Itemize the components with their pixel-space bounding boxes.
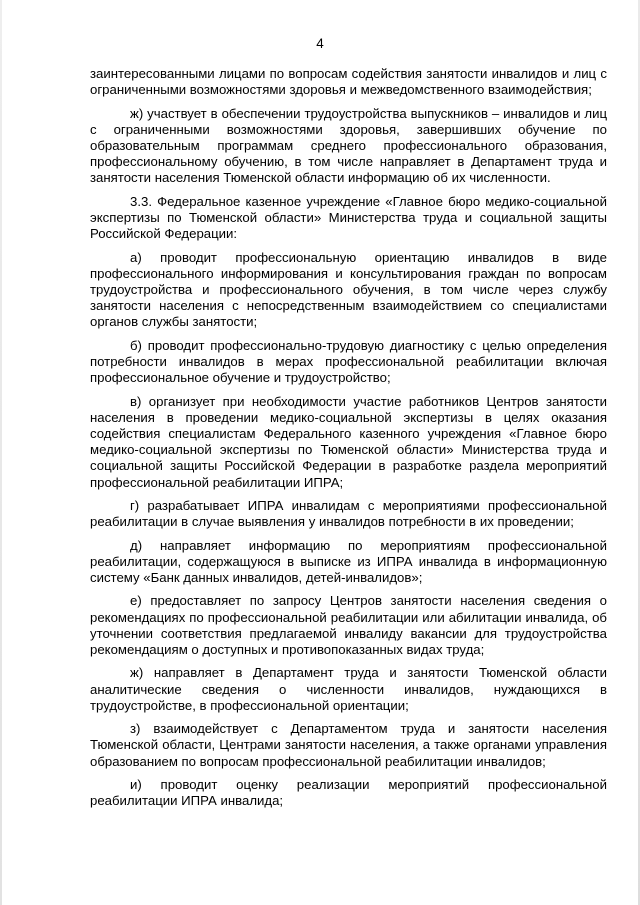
paragraph-item-i: и) проводит оценку реализации мероприятий профессиональной реабилитации ИПРА инвалида;	[90, 776, 607, 809]
paragraph-item-d: д) направляет информацию по мероприятиям профессиональной реабилитации, содержащуюся в выписке из ИПРА инвалида в информационную систему «Банк данных инвалидов, детей-инвалидов»;	[90, 537, 607, 585]
paragraph-item-b: б) проводит профессионально-трудовую диагностику с целью определения потребности инвалидов в мерах профессиональной реабилитации включая профессиональное обучение и трудоустройство;	[90, 337, 607, 386]
paragraph-item-zh-2: ж) направляет в Департамент труда и занятости Тюменской области аналитические сведения о численности инвалидов, нуждающихся в трудоустройстве, в профессиональной ориентации;	[90, 665, 607, 713]
paragraph-item-zh: ж) участвует в обеспечении трудоустройства выпускников – инвалидов и лиц с ограниченными возможностями здоровья, завершивших обучение по образовательным программам среднего профессионального образования, профессиональному обучению, в том числе направляет в Департамент труда и занятости населения Тюменской области информацию об их численности.	[90, 105, 607, 186]
paragraph-item-g: г) разрабатывает ИПРА инвалидам с мероприятиями профессиональной реабилитации в случае выявления у инвалидов потребности в их проведении;	[90, 498, 607, 530]
document-body	[90, 66, 607, 817]
paragraph-section-3-3: 3.3. Федеральное казенное учреждение «Главное бюро медико-социальной экспертизы по Тюменской области» Министерства труда и социальной защиты Российской Федерации:	[90, 193, 607, 242]
scan-edge-left	[0, 0, 2, 905]
paragraph-item-e: е) предоставляет по запросу Центров занятости населения сведения о рекомендациях по профессиональной реабилитации или абилитации инвалида, об уточнении соответствия предлагаемой инвалиду вакансии для трудоустройства рекомендациям о доступных и противопоказанных видах труда;	[90, 593, 607, 657]
paragraph-item-v: в) организует при необходимости участие работников Центров занятости населения в проведении медико-социальной экспертизы в целях оказания содействия специалистам Федерального казенного учреждения «Главное бюро медико-социальной экспертизы по Тюменской области» Министерства труда и социальной защиты Российской Федерации в разработке раздела мероприятий профессиональной реабилитации ИПРА;	[90, 393, 607, 490]
page-number: 4	[316, 36, 324, 51]
paragraph-item-z: з) взаимодействует с Департаментом труда и занятости населения Тюменской области, Центрами занятости населения, а также органами управления образованием по вопросам профессиональной реабилитации инвалидов;	[90, 721, 607, 769]
paragraph-continuation: заинтересованными лицами по вопросам содействия занятости инвалидов и лиц с ограниченными возможностями здоровья и межведомственного взаимодействия;	[90, 66, 607, 98]
paragraph-item-a: а) проводит профессиональную ориентацию инвалидов в виде профессионального информирования и консультирования граждан по вопросам трудоустройства и профессионального обучения, в том числе через службу занятости населения с непосредственным взаимодействием со специалистами органов службы занятости;	[90, 249, 607, 330]
